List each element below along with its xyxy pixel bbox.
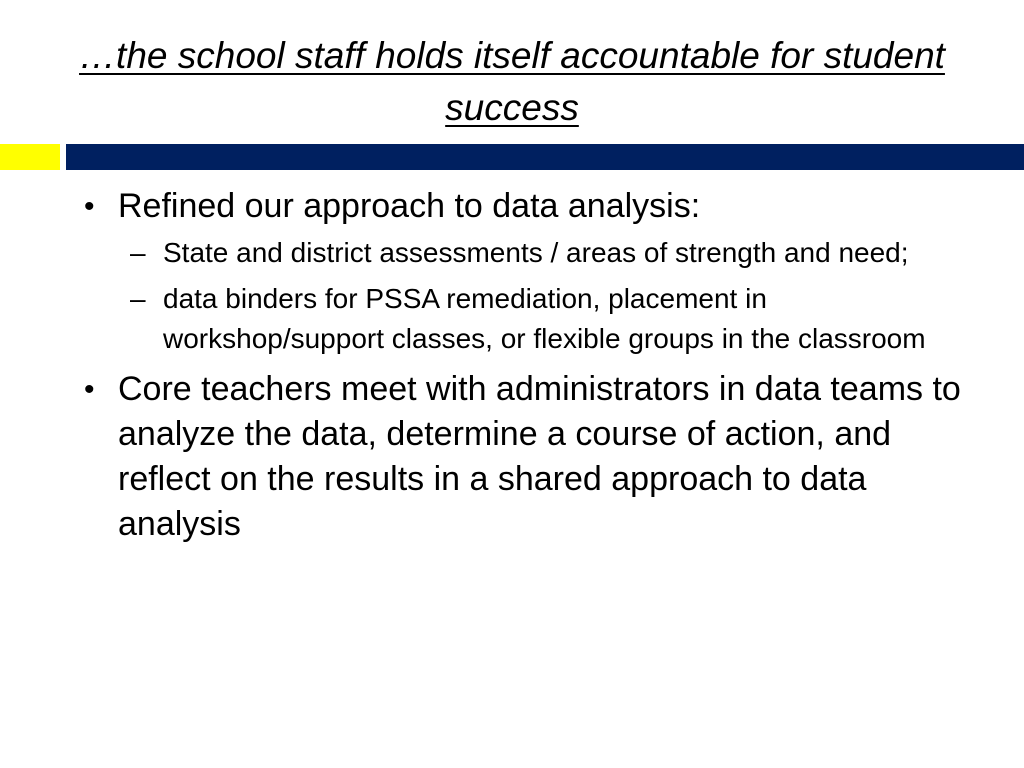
slide-title: …the school staff holds itself accountable for student success [79,35,945,128]
bullet-marker: • [84,190,95,223]
sub-bullet-marker: – [130,283,146,314]
title-rule-navy-band [66,144,1024,170]
bullet-text: Refined our approach to data analysis: [118,187,701,225]
sub-bullet-text: data binders for PSSA remediation, placement in workshop/support classes, or flexible groups in the classroom [163,283,926,354]
title-rule-yellow-segment [0,144,60,170]
bullet-marker: • [84,373,95,406]
bullet-item [84,184,984,359]
sub-bullet-text: State and district assessments / areas of strength and need; [163,237,909,268]
sub-bullet-marker: – [130,237,146,268]
slide-body [84,184,984,555]
sub-bullet-item [118,233,984,273]
sub-bullet-list [118,233,984,359]
sub-bullet-item [118,279,984,359]
bullet-list [84,184,984,547]
bullet-item [84,367,984,547]
bullet-text: Core teachers meet with administrators in data teams to analyze the data, determine a course of action, and reflect on the results in a shared approach to data analysis [118,370,961,543]
